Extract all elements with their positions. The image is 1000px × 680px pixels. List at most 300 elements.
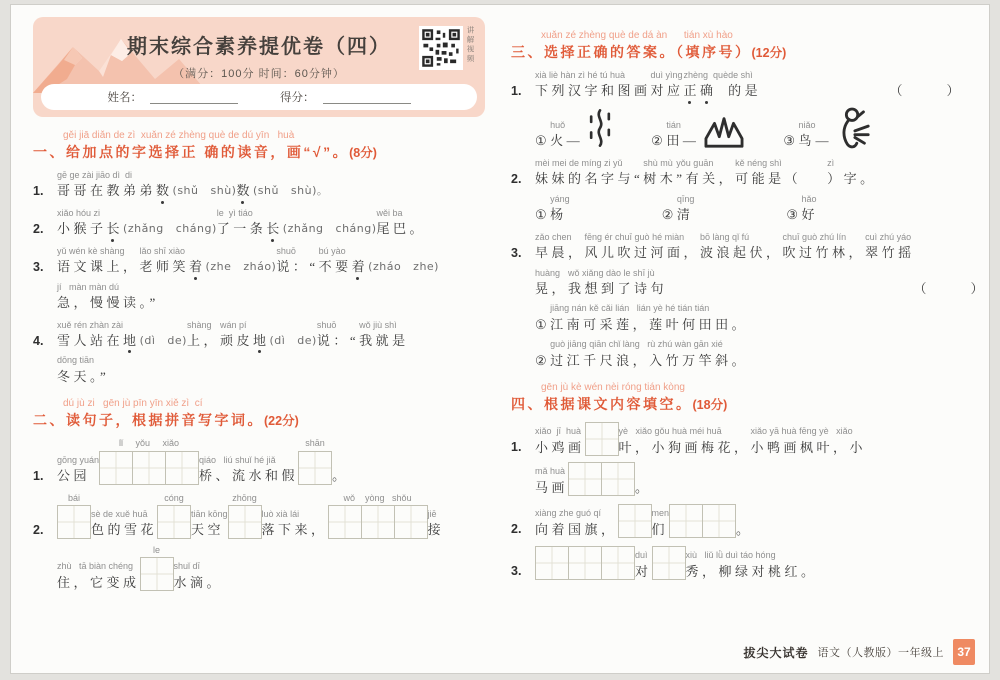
emphasized-text [253, 332, 270, 350]
text-segment [359, 320, 409, 350]
writing-box-grid [298, 451, 332, 485]
text-content: 火 [550, 133, 567, 149]
text-segment [550, 120, 567, 150]
text-segment [319, 246, 352, 276]
text-segment [174, 561, 224, 591]
text-content: — [566, 133, 584, 149]
text-content: 叶，小狗画梅花， [618, 439, 751, 455]
text-content: 对 [635, 563, 652, 579]
footer-edition: 语文（人教版）一年级上 [817, 647, 944, 659]
writing-box-group [669, 504, 736, 538]
text-segment [683, 132, 700, 150]
section-title: 三、选择正确的答案。（填序号） [511, 44, 752, 60]
writing-box-grid [568, 462, 635, 496]
text-segment [865, 232, 915, 262]
text-content: 尾巴。 [376, 221, 427, 237]
text-content: 接 [427, 522, 445, 538]
text-content: 风儿吹过河面， [584, 245, 701, 261]
text-content: （ ） [889, 83, 963, 99]
section-header [511, 382, 963, 414]
text-segment [550, 339, 748, 369]
text-content: 早晨， [535, 245, 585, 261]
question-line [511, 504, 963, 538]
text-content: ② [651, 133, 667, 149]
question-line [511, 194, 987, 224]
text-content: 公园 [57, 468, 91, 484]
text-content: 。 [332, 468, 349, 484]
pinyin-label: shuō [276, 245, 296, 256]
column-left [33, 17, 485, 591]
pinyin-label: shuō [316, 319, 337, 330]
question [511, 422, 963, 496]
question-number: 4. [33, 333, 44, 348]
text-segment [217, 208, 267, 238]
text-content: 顽皮 [219, 332, 253, 348]
writing-box-group [228, 493, 262, 539]
dotted-char: 长 [106, 221, 124, 237]
question [33, 438, 485, 484]
text-content [236, 182, 253, 200]
dotted-char: 地 [252, 332, 270, 348]
pinyin-label: duì [635, 550, 648, 561]
section-header [33, 130, 485, 162]
section-title-row [511, 42, 963, 62]
pinyin-label: cóng [164, 492, 184, 503]
writing-box-group [535, 546, 635, 580]
text-content: （ ） [913, 280, 987, 296]
text-content: ③ [786, 207, 802, 223]
page-footer [743, 639, 975, 665]
question-line [33, 208, 485, 238]
question-number: 1. [511, 84, 522, 99]
oracle-bird-icon [832, 106, 874, 150]
writing-box-group [57, 493, 91, 539]
text-segment [199, 455, 298, 485]
text-content: ② [535, 352, 551, 368]
question [33, 493, 485, 592]
footer-brand: 拔尖大试卷 [743, 645, 809, 660]
text-content: 小猴子 [57, 221, 107, 237]
text-segment [728, 70, 761, 100]
answer-paren[interactable] [913, 280, 987, 298]
text-segment [651, 132, 666, 150]
text-content: ② [661, 207, 677, 223]
text-segment [567, 132, 584, 150]
section-score: (18分) [692, 398, 728, 413]
writing-box-cell[interactable] [568, 546, 602, 580]
question-line [511, 462, 987, 496]
text-content: 下列汉字和图画 [535, 83, 651, 99]
text-content: 老师笑 [139, 259, 190, 275]
writing-box-cell[interactable] [157, 505, 191, 539]
text-segment [662, 206, 677, 224]
spacer [570, 223, 662, 224]
name-blank[interactable] [150, 90, 238, 104]
section-pinyin: xuǎn zé zhèng què de dá àn tián xù hào [541, 30, 733, 41]
score-blank[interactable] [323, 90, 411, 104]
pinyin-label: wán pí [219, 319, 247, 330]
writing-box-cell[interactable] [669, 504, 703, 538]
text-content: 可能是（ [735, 171, 802, 187]
question [33, 246, 485, 312]
section-pinyin: gěi jiā diǎn de zì xuǎn zé zhèng què de dú yīn huà [63, 130, 295, 141]
writing-box-grid [652, 546, 686, 580]
text-content: ① [535, 133, 551, 149]
text-segment [635, 479, 652, 497]
dotted-char: 长 [266, 221, 283, 237]
question-number: 2. [33, 221, 44, 236]
text-content [352, 258, 369, 276]
text-content: 我就是 [359, 332, 409, 348]
text-content: 急，慢慢读。” [57, 295, 159, 311]
pinyin-label: niǎo [798, 120, 816, 130]
writing-box-cell[interactable] [585, 422, 619, 456]
text-content: 水滴。 [173, 574, 224, 590]
text-segment [140, 334, 187, 350]
writing-box-grid [328, 505, 428, 539]
writing-box-grid [228, 505, 262, 539]
question-line [511, 268, 987, 298]
writing-box-cell[interactable] [601, 546, 635, 580]
question-line [33, 170, 485, 200]
text-content: (zháo zhe) [368, 259, 439, 273]
pinyin-label: zhōng [232, 492, 257, 503]
question-line [33, 320, 485, 350]
text-segment [140, 246, 190, 276]
question-line [511, 546, 963, 580]
pinyin-label: hǎo [801, 193, 817, 204]
text-segment [220, 320, 253, 350]
question-line [511, 303, 987, 333]
writing-box-cell[interactable] [361, 505, 395, 539]
writing-box-group [298, 438, 332, 484]
text-segment [585, 232, 701, 262]
text-content: (shǔ shù) [172, 184, 237, 198]
oracle-streams-icon [583, 106, 617, 150]
question-line [511, 70, 963, 100]
name-label: 姓名： [107, 92, 142, 104]
text-segment [377, 208, 427, 238]
text-content [253, 332, 270, 350]
pinyin-label: guò jiāng qiān chǐ làng rù zhú wàn gān xié [550, 339, 723, 350]
text-content: 冬天。” [57, 368, 110, 384]
pinyin-label: tiān kōng [191, 509, 228, 520]
text-content: ”有关， [676, 171, 736, 187]
text-segment [57, 246, 140, 276]
dotted-char: 正 [683, 83, 701, 99]
writing-box-cell[interactable] [298, 451, 332, 485]
text-segment [187, 320, 220, 350]
pinyin-label: men [651, 508, 670, 519]
text-content: (dì de) [139, 333, 187, 347]
writing-box-group [618, 504, 652, 538]
text-content: — [815, 133, 833, 149]
text-content [266, 220, 283, 238]
text-segment [253, 184, 328, 200]
writing-box-group [140, 545, 174, 591]
pinyin-label: xiàng zhe guó qí [535, 508, 602, 519]
pinyin-label: zhèng què [683, 70, 729, 80]
question-line [511, 106, 987, 150]
text-content: 哥哥在教弟弟 [57, 183, 157, 199]
text-content: 小鸡画 [535, 439, 585, 455]
text-content: 。 [736, 521, 753, 537]
text-segment [535, 132, 550, 150]
question-line [511, 422, 963, 456]
pinyin-label: chuī guò zhú lín [782, 231, 847, 242]
emphasized-text [352, 258, 369, 276]
writing-box-cell[interactable] [99, 451, 133, 485]
text-segment [91, 509, 157, 539]
text-segment [550, 303, 748, 333]
text-segment [816, 132, 833, 150]
question-number: 3. [511, 564, 522, 579]
pinyin-label: lǐ yǒu xiǎo [119, 438, 180, 449]
exam-section [511, 382, 963, 580]
pinyin-label: cuì zhú yáo [865, 231, 912, 242]
question [33, 170, 485, 200]
question-line [33, 438, 485, 484]
text-segment [550, 194, 570, 224]
dotted-char: 数 [236, 183, 253, 199]
text-content [107, 220, 124, 238]
writing-box-grid [669, 504, 736, 538]
pinyin-label: wǒ yòng shǒu [343, 492, 412, 503]
question [511, 546, 963, 580]
text-content: 小鸭画枫叶，小 [750, 439, 867, 455]
text-content: ① [535, 207, 551, 223]
text-content: 天空 [191, 522, 225, 538]
text-segment [535, 206, 550, 224]
question-line [511, 158, 963, 188]
score-label: 得分： [280, 92, 315, 104]
pinyin-label: huǒ [550, 120, 566, 130]
text-segment [535, 70, 651, 100]
exam-subtitle: （满分：100分 时间：60分钟） [173, 68, 345, 80]
pinyin-label: dōng tiān [57, 355, 95, 366]
pinyin-label: shuǐ dī [173, 561, 201, 572]
text-content: 波浪起伏， [700, 245, 783, 261]
text-content: 好 [801, 207, 819, 223]
text-content [156, 182, 173, 200]
page-number-badge: 37 [953, 639, 975, 665]
text-content: 住，它变成 [57, 574, 140, 590]
pinyin-label: shān [305, 438, 325, 449]
pinyin-label: gōng yuán [57, 454, 100, 465]
page-body [11, 5, 989, 591]
column-right-sections [511, 30, 987, 580]
pinyin-label: yáng [550, 193, 570, 204]
text-content: 。 [635, 479, 652, 495]
question-number: 1. [33, 468, 44, 483]
writing-box-grid [57, 505, 91, 539]
text-content: (zhǎng cháng) [123, 221, 217, 235]
question [511, 231, 987, 370]
section-title-row [33, 142, 485, 162]
text-segment [535, 466, 568, 496]
pinyin-label: kě néng shì [735, 157, 782, 168]
pinyin-label: xiǎo yā huà fēng yè xiǎo [750, 426, 853, 437]
section-title-row [511, 394, 963, 414]
text-segment [276, 246, 318, 276]
text-content: (dì de) [269, 333, 317, 347]
text-segment [783, 132, 798, 150]
question [511, 504, 963, 538]
pinyin-label: duì yìng [650, 70, 683, 80]
writing-box-cell[interactable] [132, 451, 166, 485]
writing-box-group [568, 462, 635, 496]
pinyin-label: xià liè hàn zì hé tú huà [535, 70, 626, 80]
writing-box-cell[interactable] [328, 505, 362, 539]
writing-box-cell[interactable] [601, 462, 635, 496]
question-line [511, 232, 963, 262]
column-right [511, 17, 987, 591]
text-segment [736, 521, 753, 539]
pinyin-label: sè de xuě huā [91, 509, 148, 520]
text-content: 上， [186, 332, 220, 348]
question-line [33, 282, 509, 312]
writing-box-grid [99, 451, 199, 485]
writing-box-cell[interactable] [618, 504, 652, 538]
section-pinyin: gēn jù kè wén nèi róng tián kòng [541, 382, 685, 394]
text-content: ）字。 [827, 171, 877, 187]
pinyin-label: xiù liǔ lǜ duì táo hóng [685, 550, 776, 561]
writing-box-cell[interactable] [394, 505, 428, 539]
section-pinyin: dú jù zi gēn jù pīn yīn xiě zì cí [63, 398, 203, 410]
question-number: 3. [511, 245, 522, 260]
text-segment [173, 184, 237, 200]
text-content: — [682, 133, 700, 149]
spacer [617, 149, 651, 150]
section-score: (8分) [349, 146, 377, 160]
pinyin-label: luò xià lái [261, 509, 300, 520]
pinyin-label: xiǎo jī huà [535, 426, 582, 437]
text-content: 吹过竹林， [782, 245, 866, 261]
writing-box-cell[interactable] [140, 557, 174, 591]
text-content: 的是 [728, 83, 762, 99]
writing-box-cell[interactable] [652, 546, 686, 580]
emphasized-text [236, 182, 253, 200]
writing-box-cell[interactable] [57, 505, 91, 539]
text-segment [535, 508, 618, 538]
text-content: ③ [783, 133, 799, 149]
emphasized-text [189, 258, 206, 276]
emphasized-text [123, 332, 140, 350]
text-segment [652, 508, 670, 538]
text-content: 田 [666, 133, 683, 149]
emphasized-text [684, 70, 729, 100]
text-segment [827, 158, 877, 188]
question-line [33, 355, 509, 385]
text-content: 我想到了诗句 [568, 280, 668, 296]
text-content: 了一条 [216, 221, 267, 237]
text-segment [535, 426, 585, 456]
text-segment [191, 509, 228, 539]
text-segment [57, 170, 156, 200]
text-content: ① [535, 316, 551, 332]
pinyin-label: jiāng nán kě cǎi lián lián yè hé tián tián [550, 303, 710, 314]
pinyin-label: xiǎo hóu zi [57, 207, 101, 218]
writing-box-cell[interactable] [228, 505, 262, 539]
text-segment [123, 222, 217, 238]
section-title-row [33, 410, 485, 430]
text-content: 秀，柳绿对桃红。 [685, 563, 818, 579]
text-segment [535, 352, 550, 370]
spacer [801, 187, 827, 188]
question-line [33, 493, 485, 539]
writing-box-cell[interactable] [702, 504, 736, 538]
text-segment [57, 282, 159, 312]
text-content: 翠竹摇 [865, 245, 915, 261]
exam-section [33, 398, 485, 591]
pinyin-label: shù mù [643, 157, 673, 168]
question-number: 1. [511, 440, 522, 455]
emphasized-text [266, 220, 283, 238]
text-segment [799, 120, 816, 150]
writing-box-cell[interactable] [165, 451, 199, 485]
writing-box-grid [140, 557, 174, 591]
text-segment [677, 194, 695, 224]
text-content: 向着国旗， [535, 521, 618, 537]
writing-box-group [99, 438, 199, 484]
text-segment [262, 509, 328, 539]
pinyin-label: le [153, 545, 161, 556]
text-content: 雪人站在 [57, 332, 124, 348]
pinyin-label: zǎo chen [535, 231, 572, 242]
section-title: 二、读句子，根据拼音写字词。 [33, 412, 264, 429]
text-content: 江南可采莲，莲叶何田田。 [550, 316, 749, 332]
pinyin-label: qiáo liú shuǐ hé jiǎ [199, 454, 276, 465]
text-content: 妹妹的名字与“ [535, 171, 644, 187]
text-content: 桥、流水和假 [199, 468, 299, 484]
writing-box-grid [618, 504, 652, 538]
text-segment [735, 158, 801, 188]
text-content [684, 82, 717, 100]
pinyin-label: tián [666, 120, 681, 130]
text-segment [635, 550, 652, 580]
writing-box-cell[interactable] [535, 546, 569, 580]
text-segment [783, 232, 866, 262]
text-content: 色的雪花 [91, 522, 158, 538]
text-segment [619, 426, 751, 456]
text-segment [206, 260, 277, 276]
writing-box-group [328, 493, 428, 539]
text-segment [317, 320, 359, 350]
answer-paren[interactable] [889, 82, 963, 100]
qr-code-icon [419, 26, 463, 70]
text-segment [535, 158, 643, 188]
pinyin-label: xuě rén zhàn zài [57, 319, 124, 330]
pinyin-label: bái [67, 492, 80, 503]
text-segment [57, 561, 140, 591]
question-line [33, 246, 485, 276]
pinyin-label: mèi mei de míng zi yǔ [535, 157, 623, 168]
pinyin-label: wǒ xiǎng dào le shī jù [568, 267, 655, 278]
writing-box-cell[interactable] [568, 462, 602, 496]
text-content: 语文课上， [57, 259, 140, 275]
spacer [694, 223, 786, 224]
pinyin-label: bō làng qǐ fú [700, 231, 750, 242]
exam-header [33, 17, 485, 117]
section-score: (12分) [751, 46, 787, 60]
question-number: 2. [511, 522, 522, 537]
text-segment [57, 320, 123, 350]
text-segment [535, 232, 585, 262]
pinyin-label: fēng ér chuī guò hé miàn [584, 231, 685, 242]
pinyin-label: jiē [427, 509, 437, 520]
text-segment [700, 232, 783, 262]
section-title: 一、给加点的字选择正 确的读音，画“√”。 [33, 144, 350, 160]
